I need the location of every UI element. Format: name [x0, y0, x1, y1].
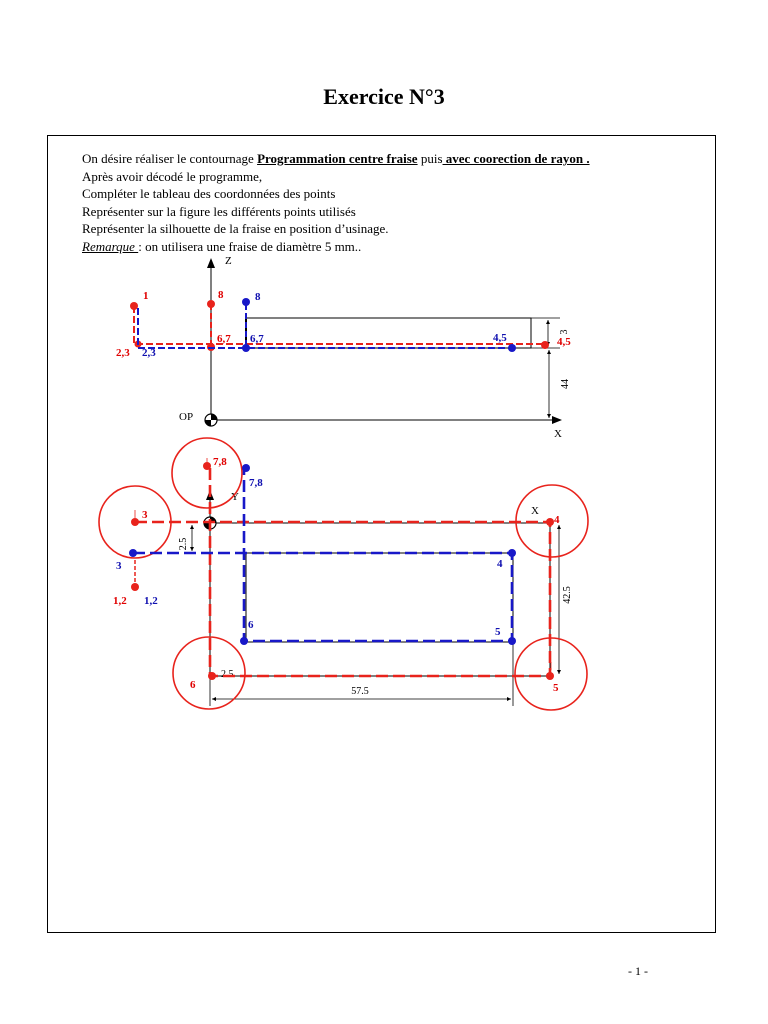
- elevation-view: [116, 255, 571, 440]
- label-blue-5: 5: [495, 626, 501, 638]
- origin-symbol-icon: [205, 414, 217, 426]
- blue-point-7-8: [242, 464, 250, 472]
- dimension-label-2-5-horizontal: 2.5: [221, 669, 234, 680]
- blue-point-3: [129, 549, 137, 557]
- blue-point-6: [240, 637, 248, 645]
- x-axis-label: X: [554, 428, 562, 440]
- label-blue-1-2: 1,2: [144, 595, 158, 607]
- dimension-label-57-5: 57.5: [351, 686, 369, 697]
- red-toolpath-plan: [131, 462, 554, 680]
- label-red-4-5: 4,5: [557, 336, 571, 348]
- blue-toolpath-plan: [129, 464, 516, 645]
- label-blue-6: 6: [248, 619, 254, 631]
- red-point-5: [546, 672, 554, 680]
- label-red-6: 6: [190, 679, 196, 691]
- red-point-8: [207, 300, 215, 308]
- statement-line-3: Compléter le tableau des coordonnées des points: [82, 186, 336, 201]
- red-toolpath-elevation: [130, 300, 549, 351]
- label-red-6-7: 6,7: [217, 333, 231, 345]
- plan-workpiece-outer: [210, 523, 550, 676]
- z-axis-label: Z: [225, 255, 232, 267]
- blue-point-4: [508, 549, 516, 557]
- plan-x-axis-label: X: [531, 505, 539, 517]
- red-point-1: [130, 302, 138, 310]
- statement-line-4: Représenter sur la figure les différents points utilisés: [82, 203, 356, 219]
- dimension-label-2-5-vertical: 2.5: [178, 537, 189, 551]
- red-point-7-8: [203, 462, 211, 470]
- blue-point-6-7: [242, 344, 250, 352]
- label-blue-6-7: 6,7: [250, 333, 264, 345]
- statement-line-2: Après avoir décodé le programme,: [82, 168, 263, 184]
- statement-remark: Remarque : on utilisera une fraise de diamètre 5 mm..: [82, 238, 362, 254]
- dimension-label-3: 3: [559, 329, 570, 335]
- label-blue-7-8: 7,8: [249, 477, 263, 489]
- plan-view: [99, 438, 588, 710]
- label-red-8: 8: [218, 289, 224, 301]
- red-point-3: [131, 518, 139, 526]
- blue-point-5: [508, 637, 516, 645]
- label-red-7-8: 7,8: [213, 456, 227, 468]
- label-blue-3: 3: [116, 560, 122, 572]
- red-point-4-5: [541, 341, 549, 349]
- label-red-1-2: 1,2: [113, 595, 127, 607]
- label-blue-8: 8: [255, 291, 261, 303]
- label-blue-4: 4: [497, 558, 503, 570]
- dimension-label-44: 44: [560, 379, 571, 389]
- z-axis-arrow-icon: [207, 258, 215, 268]
- dimension-label-42-5: 42.5: [562, 586, 573, 604]
- label-red-2-3: 2,3: [116, 347, 130, 359]
- label-blue-2-3: 2,3: [142, 347, 156, 359]
- red-point-6: [208, 672, 216, 680]
- page-title: Exercice N°3: [323, 84, 445, 109]
- red-point-4: [546, 518, 554, 526]
- tool-silhouettes: [99, 438, 588, 710]
- label-blue-4-5: 4,5: [493, 332, 507, 344]
- statement-line-5: Représenter la silhouette de la fraise en position d’usinage.: [82, 221, 389, 236]
- blue-point-4-5: [508, 344, 516, 352]
- statement-line-1: On désire réaliser le contournage Programmation centre fraise puis avec coorection de rayon .: [82, 151, 590, 166]
- blue-point-8: [242, 298, 250, 306]
- origin-label: OP: [179, 411, 194, 423]
- red-point-1-2: [131, 583, 139, 591]
- page-number: - 1 -: [628, 964, 648, 978]
- x-axis-arrow-icon: [552, 416, 562, 424]
- plan-workpiece-inner: [246, 553, 513, 642]
- y-axis-label: Y: [231, 491, 239, 503]
- label-red-1: 1: [143, 290, 149, 302]
- label-red-4: 4: [554, 514, 560, 526]
- label-red-5: 5: [553, 682, 559, 694]
- label-red-3: 3: [142, 509, 148, 521]
